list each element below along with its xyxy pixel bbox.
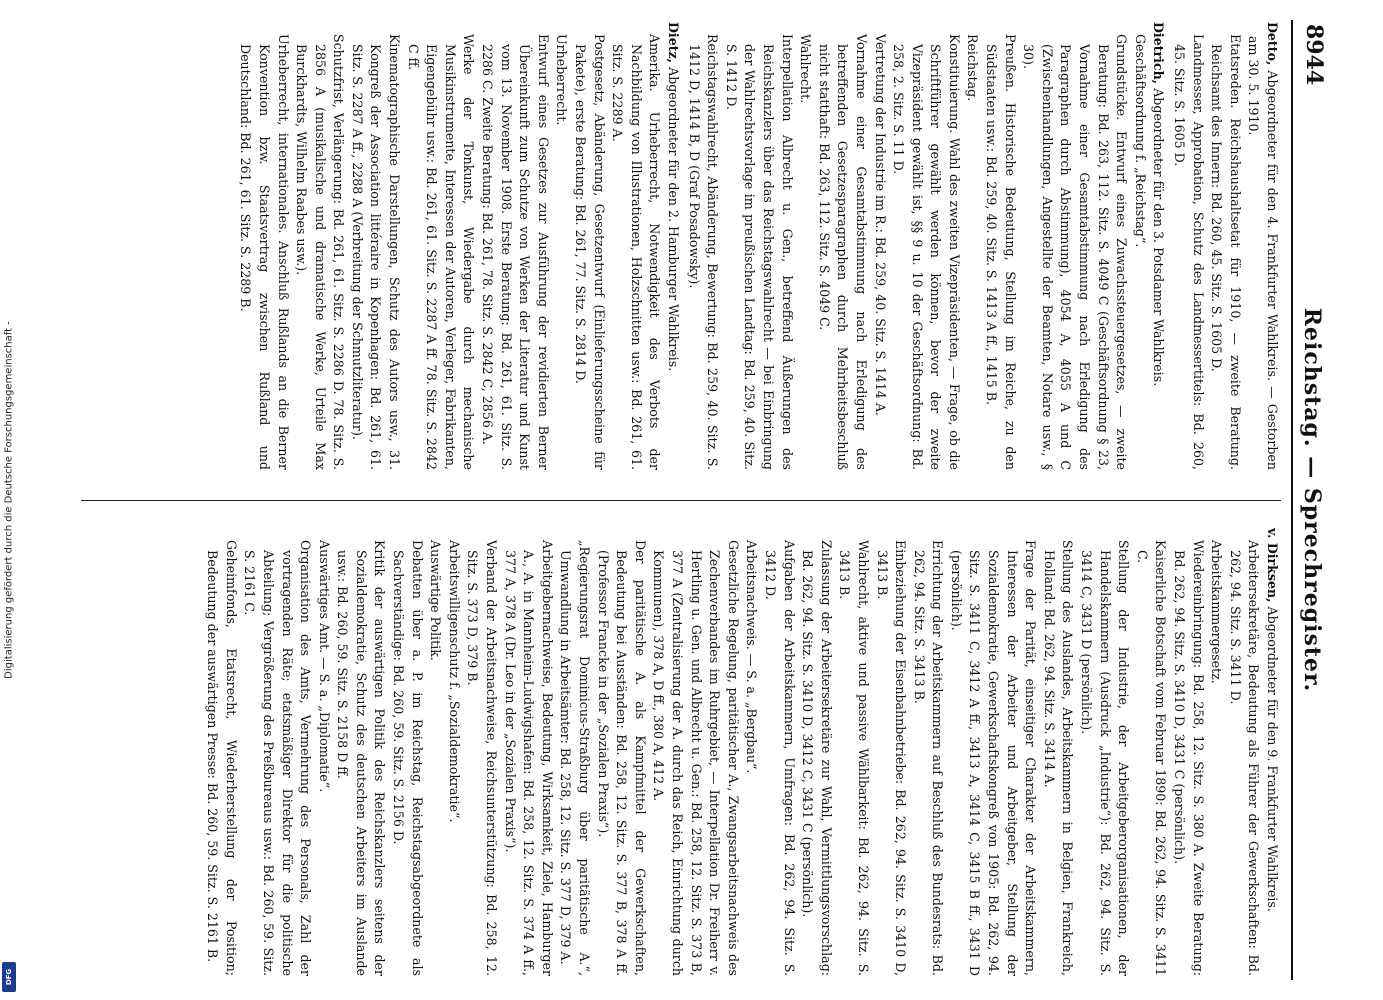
entry-text: Frage der Parität, einseitiger Charakter der Arbeitskammern, Interessen der Arbeiter und Arbeitgeber, Stellung der Sozialdemokratie, Gewerkschaftskongreß von 1905: Bd. 262, 94. Sitz. S. 3411 C, 3412 A ff., 3413 A, 3414 C, 3415 B ff., 3431 D (persönlich). xyxy=(948,540,1038,976)
entry-subline xyxy=(425,528,444,976)
entry-text: Einbeziehung der Eisenbahnbetriebe: Bd. 262, 94. Sitz. S. 3410 D, 3413 B. xyxy=(874,540,908,976)
footer-strip xyxy=(0,0,18,1000)
entry-text: Vornahme einer Gesamtabstimmung nach Erledigung des betreffenden Gesetzesparagraphen durch Mehrheitsbeschluß nicht statthaft: Bd. 263, 112. Sitz. S. 4049 C. xyxy=(816,34,869,470)
register-page xyxy=(47,20,1337,980)
entry-subline xyxy=(607,22,663,470)
running-title: Reichstag. — Sprechregister. xyxy=(1298,307,1325,693)
register-entry xyxy=(1169,22,1281,470)
entry-subline xyxy=(347,22,403,470)
entry-subline xyxy=(814,22,870,470)
entry-text: Etatsreden. Reichshaushaltsetat für 1910, — zweite Beratung. Reichsamt des Innern: Bd. 260, 45. Sitz. S. 1605 D. xyxy=(1208,34,1243,470)
entry-text: Arbeitgebernachweise, Bedeutung, Wirksamkeit, Ziele, Hamburger A., A. in Mannheim-Ludwigshafen: Bd. 258, 12. Sitz. S. 374 A ff., 377 A, 378 A (Dr. Leo in der „Sozialen Praxis“). xyxy=(502,540,555,976)
entry-first-line xyxy=(1262,528,1281,976)
entry-text: Kritik der auswärtigen Politik des Reichskanzlers seitens der Sozialdemokratie, Schutz des deutschen Arbeiters im Auslande usw.: Bd. 260, 59. Sitz. S. 2158 D ff. xyxy=(334,540,387,976)
entry-text: Preußen. Historische Bedeutung, Stellung im Reiche, zu den Südstaaten usw.: Bd. 259, 40. Sitz. S. 1413 A ff., 1415 B. xyxy=(983,34,1018,470)
funding-credit: Digitalisierung gefördert durch die Deutsche Forschungsgemeinschaft - xyxy=(3,321,15,679)
entry-text: Abgeordneter für den 3. Potsdamer Wahlkreis. xyxy=(1150,88,1166,387)
entry-subline xyxy=(795,22,814,470)
entry-subline xyxy=(869,22,888,470)
entry-subline xyxy=(500,528,556,976)
entry-subline xyxy=(946,528,1039,976)
entry-text: „Regierungsrat Dominicus-Straßburg über paritätische A.“, Umwandlung in Arbeitsämter: Bd. 258, 12. Sitz. S. 377 D, 379 A. xyxy=(557,540,592,976)
entry-name: v. Dirksen, xyxy=(1264,528,1280,603)
entry-subline xyxy=(1169,528,1206,976)
entry-subline xyxy=(1132,528,1169,976)
entry-text: Reichstag. xyxy=(965,34,980,102)
entry-text: Zulassung der Arbeitersekretäre zur Wahl, Vermittlungsvorschlag: Bd. 262, 94. Sitz. S. 3410 D, 3412 C, 3431 C (persönlich). xyxy=(799,540,834,976)
entry-subline xyxy=(555,528,592,976)
entry-name: Detto, xyxy=(1264,22,1280,66)
entry-text: Auswärtige Politik. xyxy=(427,540,443,661)
entry-text: Reichstagswahlrecht, Abänderung, Bewertung: Bd. 259, 40. Sitz. S. 1412 D, 1414 B, D (Graf Posadowsky). xyxy=(686,34,720,470)
entry-name: Dietrich, xyxy=(1150,22,1166,85)
column-divider xyxy=(81,500,1281,501)
entry-subline xyxy=(462,528,499,976)
register-entry xyxy=(684,22,1167,470)
entry-text: Organisation des Amts, Vermehrung des Personals, Zahl der vortragenden Räte; etatsmäßiger Direktor für die politische Abteilung; Vergrößerung des Preßbureaus usw.: Bd. 260, 59. Sitz. S. 2161 C. xyxy=(241,540,313,976)
entry-subline xyxy=(291,22,347,470)
entry-text: Postgesetz, Abänderung, Gesetzentwurf (Einlieferungsscheine für Pakete), erste Beratung: Bd. 261, 77. Sitz. S. 2814 D. xyxy=(572,34,607,470)
entry-subline xyxy=(684,22,721,470)
register-entry xyxy=(202,528,1280,976)
entry-subline xyxy=(1169,22,1206,470)
entry-text: Debatten über a. P. im Reichstag, Reichstagsabgeordnete als Sachverständige: Bd. 260, 59. Sitz. S. 2156 D. xyxy=(390,540,425,976)
entry-text: Verband der Arbeitsnachweise, Reichsunterstützung: Bd. 258, 12. Sitz. S. 373 D, 379 B. xyxy=(464,540,499,976)
entry-subline xyxy=(239,528,313,976)
entry-text: Interpellation Albrecht u. Gen., betreffend Äußerungen des Reichskanzlers über das Reichstagswahlrecht — bei Einbringung der Wahlrechtsvorlage im preußischen Landtag: Bd. 259, 40. Sitz. S. 1412 D. xyxy=(723,34,795,470)
entry-subline xyxy=(834,528,871,976)
entry-first-line xyxy=(1243,22,1280,470)
entry-subline xyxy=(570,22,607,470)
entry-subline xyxy=(741,528,760,976)
dfg-logo-text: DFG xyxy=(5,968,13,986)
entry-text: Arbeitskammergesetz. xyxy=(1208,540,1224,684)
entry-subline xyxy=(593,528,649,976)
dfg-logo xyxy=(2,962,16,992)
entry-subline xyxy=(648,528,741,976)
entry-text: Vertretung der Industrie im R.: Bd. 259, 40. Sitz. S. 1414 A. xyxy=(872,34,888,416)
entry-text: Abgeordneter für den 2. Hamburger Wahlkreis. xyxy=(665,67,681,372)
entry-text: Stellung des Auslandes, Arbeitskammern in Belgien, Frankreich, Holland: Bd. 262, 94. Sitz. S. 3414 A. xyxy=(1041,540,1075,976)
entry-subline xyxy=(888,22,962,470)
entry-text: Kaiserliche Botschaft vom Februar 1890: Bd. 262, 94. Sitz. S. 3411 C. xyxy=(1134,540,1168,976)
entry-text: Wahlrecht, aktive und passive Wählbarkeit: Bd. 262, 94. Sitz. S. 3413 B. xyxy=(836,540,871,976)
entry-text: Abgeordneter für den 4. Frankfurter Wahlkreis. — Gestorben am 30. 5. 1910. xyxy=(1245,36,1280,470)
entry-subline xyxy=(477,22,551,470)
entry-text: Wahlrecht. xyxy=(797,34,813,104)
right-column xyxy=(55,528,1281,976)
entry-text: Entwurf eines Gesetzes zur Ausführung der revidierten Berner Übereinkunft zum Schutze von Werken der Literatur und Kunst vom 13. November 1908. Erste Beratung: Bd. 261, 61. Sitz. S. 2286 C. Zweite Beratung: Bd. 261, 78. Sitz. S. 2842 C, 2856 A. xyxy=(479,34,551,470)
entry-subline xyxy=(388,528,425,976)
left-column xyxy=(55,22,1281,470)
entry-text: Stellung der Industrie, der Arbeitgeberorganisationen, der Handelskammern (Ausdruck „Industrie“): Bd. 262, 94. Sitz. S. 3414 C, 3431 D (persönlich). xyxy=(1078,540,1131,976)
entry-subline xyxy=(403,22,477,470)
entry-text: Urheberrecht. xyxy=(553,34,569,126)
entry-text: Arbeitswilligenschutz f. „Sozialdemokratie“. xyxy=(446,540,462,823)
entry-first-line xyxy=(663,22,682,470)
entry-text: Gesetzliche Regelung, paritätischer A., Zwangsarbeitsnachweis des Zechenverbandes im Ruhrgebiet, — Interpellation Dr. Freiherr v. Hertling u. Gen. und Albrecht u. Gen.: Bd. 258, 12. Sitz. S. 373 B, 377 A (Zentralisierung der A. durch das Reich, Einrichtung durch Kommunen), 378 A, D ff., 380 A, 412 A. xyxy=(650,540,741,976)
entry-subline xyxy=(909,528,946,976)
entry-subline xyxy=(962,22,981,470)
entry-text: Grundstücke. Entwurf eines Zuwachssteuergesetzes, — zweite Beratung: Bd. 263, 112. Sitz. S. 4049 C (Geschäftsordnung § 23, Vornahme einer Gesamtabstimmung nach Erledigung des Paragraphen durch Abstimmung), 4054 A, 4055 A und C (Zwischenhandlungen, Angestellte der Beamten, Notare usw., § 30). xyxy=(1020,34,1129,470)
entry-text: Urheberrecht, internationales. Anschluß Rußlands an die Berner Konvention bzw. Staatsvertrag zwischen Rußland und Deutschland: Bd. 261, 61. Sitz. S. 2289 B. xyxy=(237,34,291,470)
entry-subline xyxy=(1076,528,1132,976)
entry-text: Kinematographische Darstellungen, Schutz des Autors usw., 31. Kongreß der Association littéraire in Kopenhagen: Bd. 261, 61. Sitz. S. 2287 A ff., 2288 A (Verbreitung der Schmutzliteratur). xyxy=(349,34,402,470)
entry-subline xyxy=(314,528,333,976)
entry-text: Auswärtiges Amt. — S. a. „Diplomatie“. xyxy=(316,540,332,793)
entry-text: Amerika. Urheberrecht, Notwendigkeit des Verbots der Nachbildung von Illustrationen, Holzschnitten usw.: Bd. 261, 61. Sitz. S. 2289 A. xyxy=(609,34,662,470)
entry-text: Arbeitersekretäre, Bedeutung als Führer der Gewerkschaften: Bd. 262, 94. Sitz. S. 3411 D. xyxy=(1227,540,1261,976)
entry-subline xyxy=(797,528,834,976)
page-number: 8944 xyxy=(1300,24,1327,86)
entry-subline xyxy=(235,22,291,470)
entry-subline xyxy=(332,528,388,976)
entry-subline xyxy=(551,22,570,470)
entry-subline xyxy=(1206,528,1225,976)
entry-subline xyxy=(760,528,797,976)
entry-subline xyxy=(871,528,908,976)
entry-text: Der paritätische A. als Kampfmittel der Gewerkschaften, Bedeutung bei Ausständen: Bd. 258, 12. Sitz. S. 377 B, 378 A ff. (Professor Francke in der „Sozialen Praxis“). xyxy=(595,540,648,976)
entry-text: Geschäftsordnung f. „Reichstag“. xyxy=(1132,34,1148,248)
entry-subline xyxy=(1206,22,1243,470)
entry-subline xyxy=(1018,22,1130,470)
entry-subline xyxy=(1225,528,1262,976)
entry-text: Wiedereinbringung: Bd. 258, 12. Sitz. S. 380 A. Zweite Beratung: Bd. 262, 94. Sitz. S. 3410 D, 3431 C (persönlich). xyxy=(1171,540,1206,976)
entry-subline xyxy=(721,22,795,470)
running-head xyxy=(1291,20,1329,980)
entry-first-line xyxy=(1148,22,1167,470)
entry-text: Arbeitsnachweis. — S. a. „Bergbau“. xyxy=(743,540,759,774)
entry-text: Errichtung der Arbeitskammern auf Beschluß des Bundesrats: Bd. 262, 94. Sitz. S. 3413 B. xyxy=(911,540,945,976)
entry-text: Werke der Tonkunst, Wiedergabe durch mechanische Musikinstrumente, Interessen der Autoren, Verleger, Fabrikanten, Eigengebühr usw.: Bd. 261, 61. Sitz. S. 2287 A ff. 78. Sitz. S. 2842 C ff. xyxy=(405,34,476,470)
entry-text: Schutzfrist, Verlängerung: Bd. 261, 61. Sitz. S. 2286 D. 78. Sitz. S. 2856 A (musikalische und dramatische Werke, Urteile Max Burckhardts, Wilhelm Raabes usw.). xyxy=(293,34,346,470)
entry-subline xyxy=(981,22,1018,470)
entry-name: Dietz, xyxy=(665,22,681,64)
entry-text: Geheimfonds, Etatsrecht, Wiederherstellung der Position; Bedeutung der auswärtigen Presse: Bd. 260, 59. Sitz. S. 2161 B. xyxy=(204,540,239,976)
entry-subline xyxy=(202,528,239,976)
entry-subline xyxy=(1039,528,1076,976)
entry-text: Konstituierung. Wahl des zweiten Vizepräsidenten, — Frage, ob die Schriftführer gewählt werden können, bevor der zweite Vizepräsident gewählt ist, §§ 9 u. 10 der Geschäftsordnung: Bd. 258, 2. Sitz. S. 11 D. xyxy=(890,34,962,470)
entry-subline xyxy=(1130,22,1149,470)
entry-text: Aufgaben der Arbeitskammern, Umfragen: Bd. 262, 94. Sitz. S. 3412 D. xyxy=(762,540,797,976)
entry-text: Abgeordneter für den 9. Frankfurter Wahlkreis. xyxy=(1264,606,1280,912)
entry-subline xyxy=(444,528,463,976)
register-entry xyxy=(235,22,681,470)
entry-text: Landmesser, Approbation, Schutz des Landmessertitels: Bd. 260, 45. Sitz. S. 1605 D. xyxy=(1171,34,1206,470)
